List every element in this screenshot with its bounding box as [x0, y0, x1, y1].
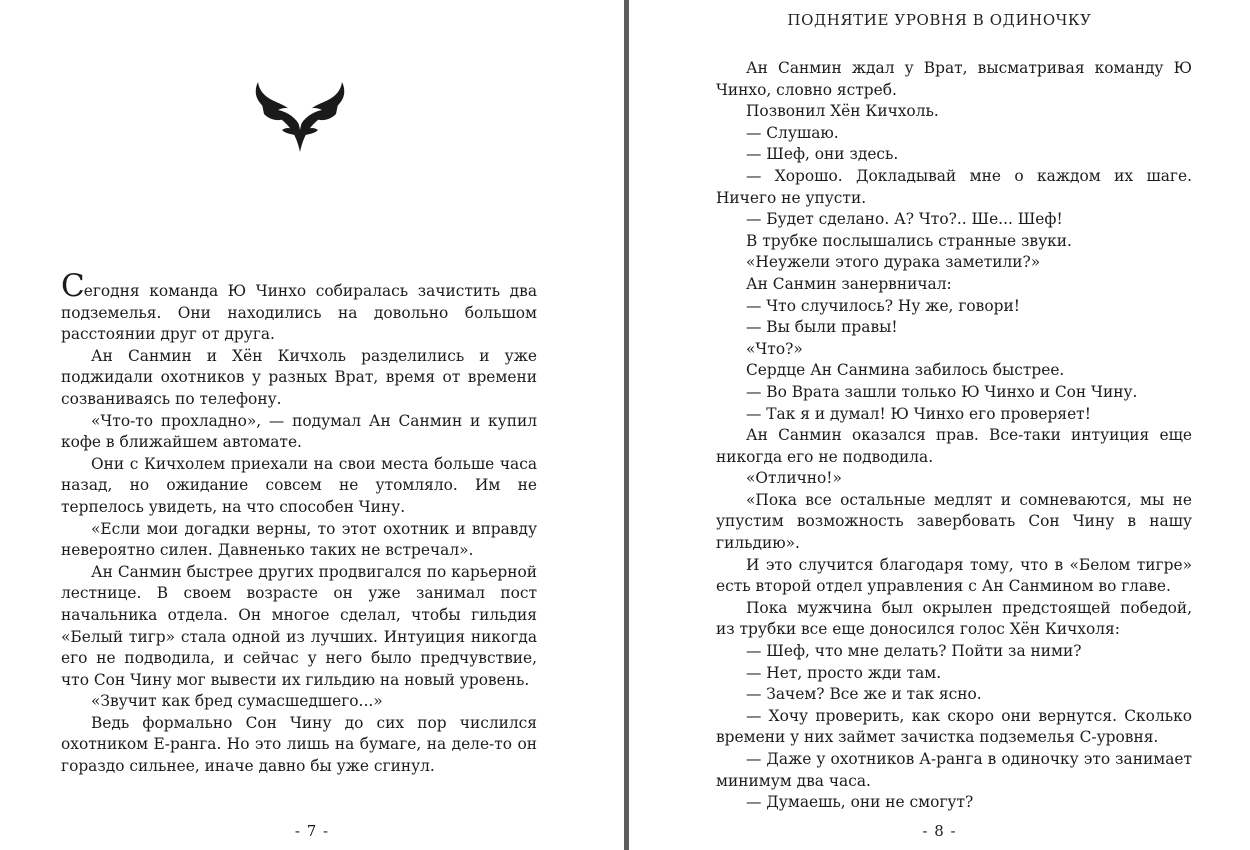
page-number: - 7 -: [294, 822, 330, 840]
paragraph: — Даже у охотников А-ранга в одиночку это занимает минимум два часа.: [716, 750, 1192, 790]
paragraph: — Хорошо. Докладывай мне о каждом их шаге. Ничего не упусти.: [716, 166, 1192, 207]
paragraph: Ан Санмин ждал у Врат, высматривая команду Ю Чинхо, словно ястреб.: [716, 59, 1192, 99]
paragraph: «Если мои догадки верны, то этот охотник и вправду невероятно силен. Давненько таких не встречал».: [61, 519, 537, 560]
paragraph: — Что случилось? Ну же, говори!: [746, 296, 1020, 315]
paragraph: «Звучит как бред сумасшедшего...»: [91, 692, 383, 711]
paragraph: — Нет, просто жди там.: [746, 663, 942, 682]
left-page-body: [61, 268, 537, 778]
paragraph: Сегодня команда Ю Чинхо собиралась зачистить два подземелья. Они находились на довольно большом расстоянии друг от друга.: [61, 268, 537, 344]
paragraph: Они с Кичхолем приехали на свои места больше часа назад, но ожидание совсем не утомляло. Им не терпелось увидеть, на что способен Чину.: [61, 454, 537, 516]
paragraph: — Шеф, они здесь.: [746, 145, 899, 164]
running-header: ПОДНЯТИЕ УРОВНЯ В ОДИНОЧКУ: [787, 11, 1092, 29]
paragraph: Сердце Ан Санмина забилось быстрее.: [746, 361, 1065, 380]
paragraph: «Что?»: [746, 339, 803, 358]
right-page: [629, 0, 1250, 850]
paragraph: — Так я и думал! Ю Чинхо его проверяет!: [746, 404, 1091, 423]
paragraph: Ан Санмин занервничал:: [746, 274, 952, 293]
paragraph: — Думаешь, они не смогут?: [746, 793, 974, 812]
paragraph: Пока мужчина был окрылен предстоящей победой, из трубки все еще доносился голос Хён Кичхоля:: [716, 598, 1192, 639]
paragraph: — Во Врата зашли только Ю Чинхо и Сон Чину.: [746, 382, 1138, 401]
paragraph: Ан Санмин и Хён Кичхоль разделились и уже поджидали охотников у разных Врат, время от времени созваниваясь по телефону.: [61, 346, 537, 408]
page-number: - 8 -: [922, 822, 957, 840]
paragraph: «Что-то прохладно», — подумал Ан Санмин и купил кофе в ближайшем автомате.: [61, 411, 537, 452]
paragraph: — Вы были правы!: [746, 318, 898, 337]
paragraph: И это случится благодаря тому, что в «Белом тигре» есть второй отдел управления с Ан Санмином во главе.: [716, 555, 1192, 596]
paragraph: — Будет сделано. А? Что?.. Ше... Шеф!: [746, 210, 1063, 229]
paragraph: Позвонил Хён Кичхоль.: [746, 102, 939, 121]
paragraph: «Отлично!»: [746, 469, 842, 488]
paragraph: Ведь формально Сон Чину до сих пор числился охотником Е-ранга. Но это лишь на бумаге, на деле-то он гораздо сильнее, иначе давно бы уже сгинул.: [61, 713, 537, 776]
right-page-body: [716, 58, 1192, 814]
paragraph: «Неужели этого дурака заметили?»: [746, 253, 1041, 272]
paragraph: Ан Санмин оказался прав. Все-таки интуиция еще никогда его не подводила.: [716, 426, 1192, 466]
paragraph: В трубке послышались странные звуки.: [746, 231, 1072, 250]
paragraph: — Шеф, что мне делать? Пойти за ними?: [746, 642, 1082, 661]
paragraph: «Пока все остальные медлят и сомневаются, мы не упустим возможность завербовать Сон Чину в нашу гильдию».: [716, 490, 1192, 553]
paragraph: — Слушаю.: [746, 123, 839, 142]
ornament-icon: [252, 76, 348, 154]
paragraph: Ан Санмин быстрее других продвигался по карьерной лестнице. В своем возрасте он уже занимал пост начальника отдела. Он многое сделал, чтобы гильдия «Белый тигр» стала одной из лучших. Интуиция никогда его не подводила, и сейчас у него было предчувствие, что Сон Чину мог вывести их гильдию на новый уровень.: [61, 562, 537, 689]
paragraph: — Зачем? Все же и так ясно.: [746, 685, 982, 704]
left-page: [0, 0, 624, 850]
drop-cap: С: [61, 268, 84, 304]
paragraph: — Хочу проверить, как скоро они вернутся. Сколько времени у них займет зачистка подземелья С-уровня.: [716, 706, 1192, 747]
